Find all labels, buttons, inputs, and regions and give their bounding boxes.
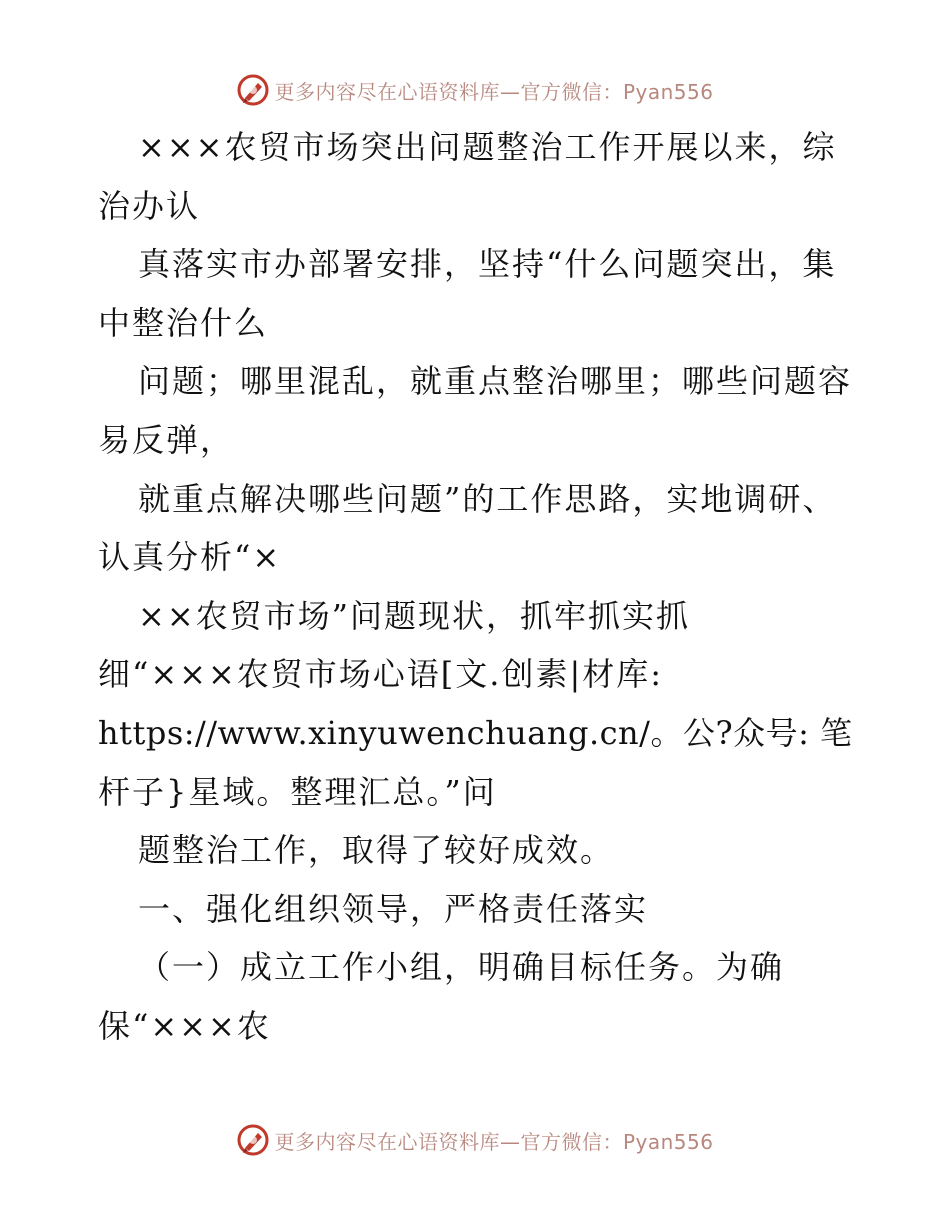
doc-line: 认真分析“× — [98, 538, 282, 577]
doc-line: 中整治什么 — [98, 303, 269, 342]
footer-banner-content — [236, 1123, 713, 1157]
subsection-heading: （一）成立工作小组，明确目标任务。为确 — [138, 948, 785, 987]
section-heading: 一、强化组织领导，严格责任落实 — [138, 889, 649, 928]
doc-line: 细“×××农贸市场心语[文.创素|材库: — [98, 655, 664, 694]
doc-line: ××农贸市场”问题现状，抓牢抓实抓 — [138, 596, 690, 635]
pen-logo-icon — [236, 1123, 270, 1157]
footer-banner — [0, 1120, 950, 1160]
pen-logo-icon — [236, 73, 270, 107]
doc-line: ×××农贸市场突出问题整治工作开展以来，综 — [138, 128, 837, 166]
document-body — [98, 118, 858, 1056]
doc-line: 真落实市办部署安排，坚持“什么问题突出，集 — [138, 245, 837, 284]
header-banner-text: 更多内容尽在心语资料库—官方微信：Pyan556 — [274, 79, 714, 104]
doc-line: 治办认 — [98, 186, 201, 225]
header-banner-content — [236, 73, 713, 107]
footer-banner-text: 更多内容尽在心语资料库—官方微信：Pyan556 — [274, 1129, 714, 1154]
header-banner — [0, 70, 950, 110]
doc-line: 保“×××农 — [98, 1006, 271, 1045]
doc-line-url: https://www.xinyuwenchuang.cn/。公?众号: 笔 — [98, 713, 853, 752]
doc-line: 就重点解决哪些问题”的工作思路，实地调研、 — [138, 479, 837, 518]
doc-line: 问题；哪里混乱，就重点整治哪里；哪些问题容 — [138, 362, 853, 401]
doc-line: 题整治工作，取得了较好成效。 — [138, 831, 615, 870]
doc-line: 杆子}星域。整理汇总。”问 — [98, 772, 497, 811]
doc-line: 易反弹， — [98, 420, 235, 459]
